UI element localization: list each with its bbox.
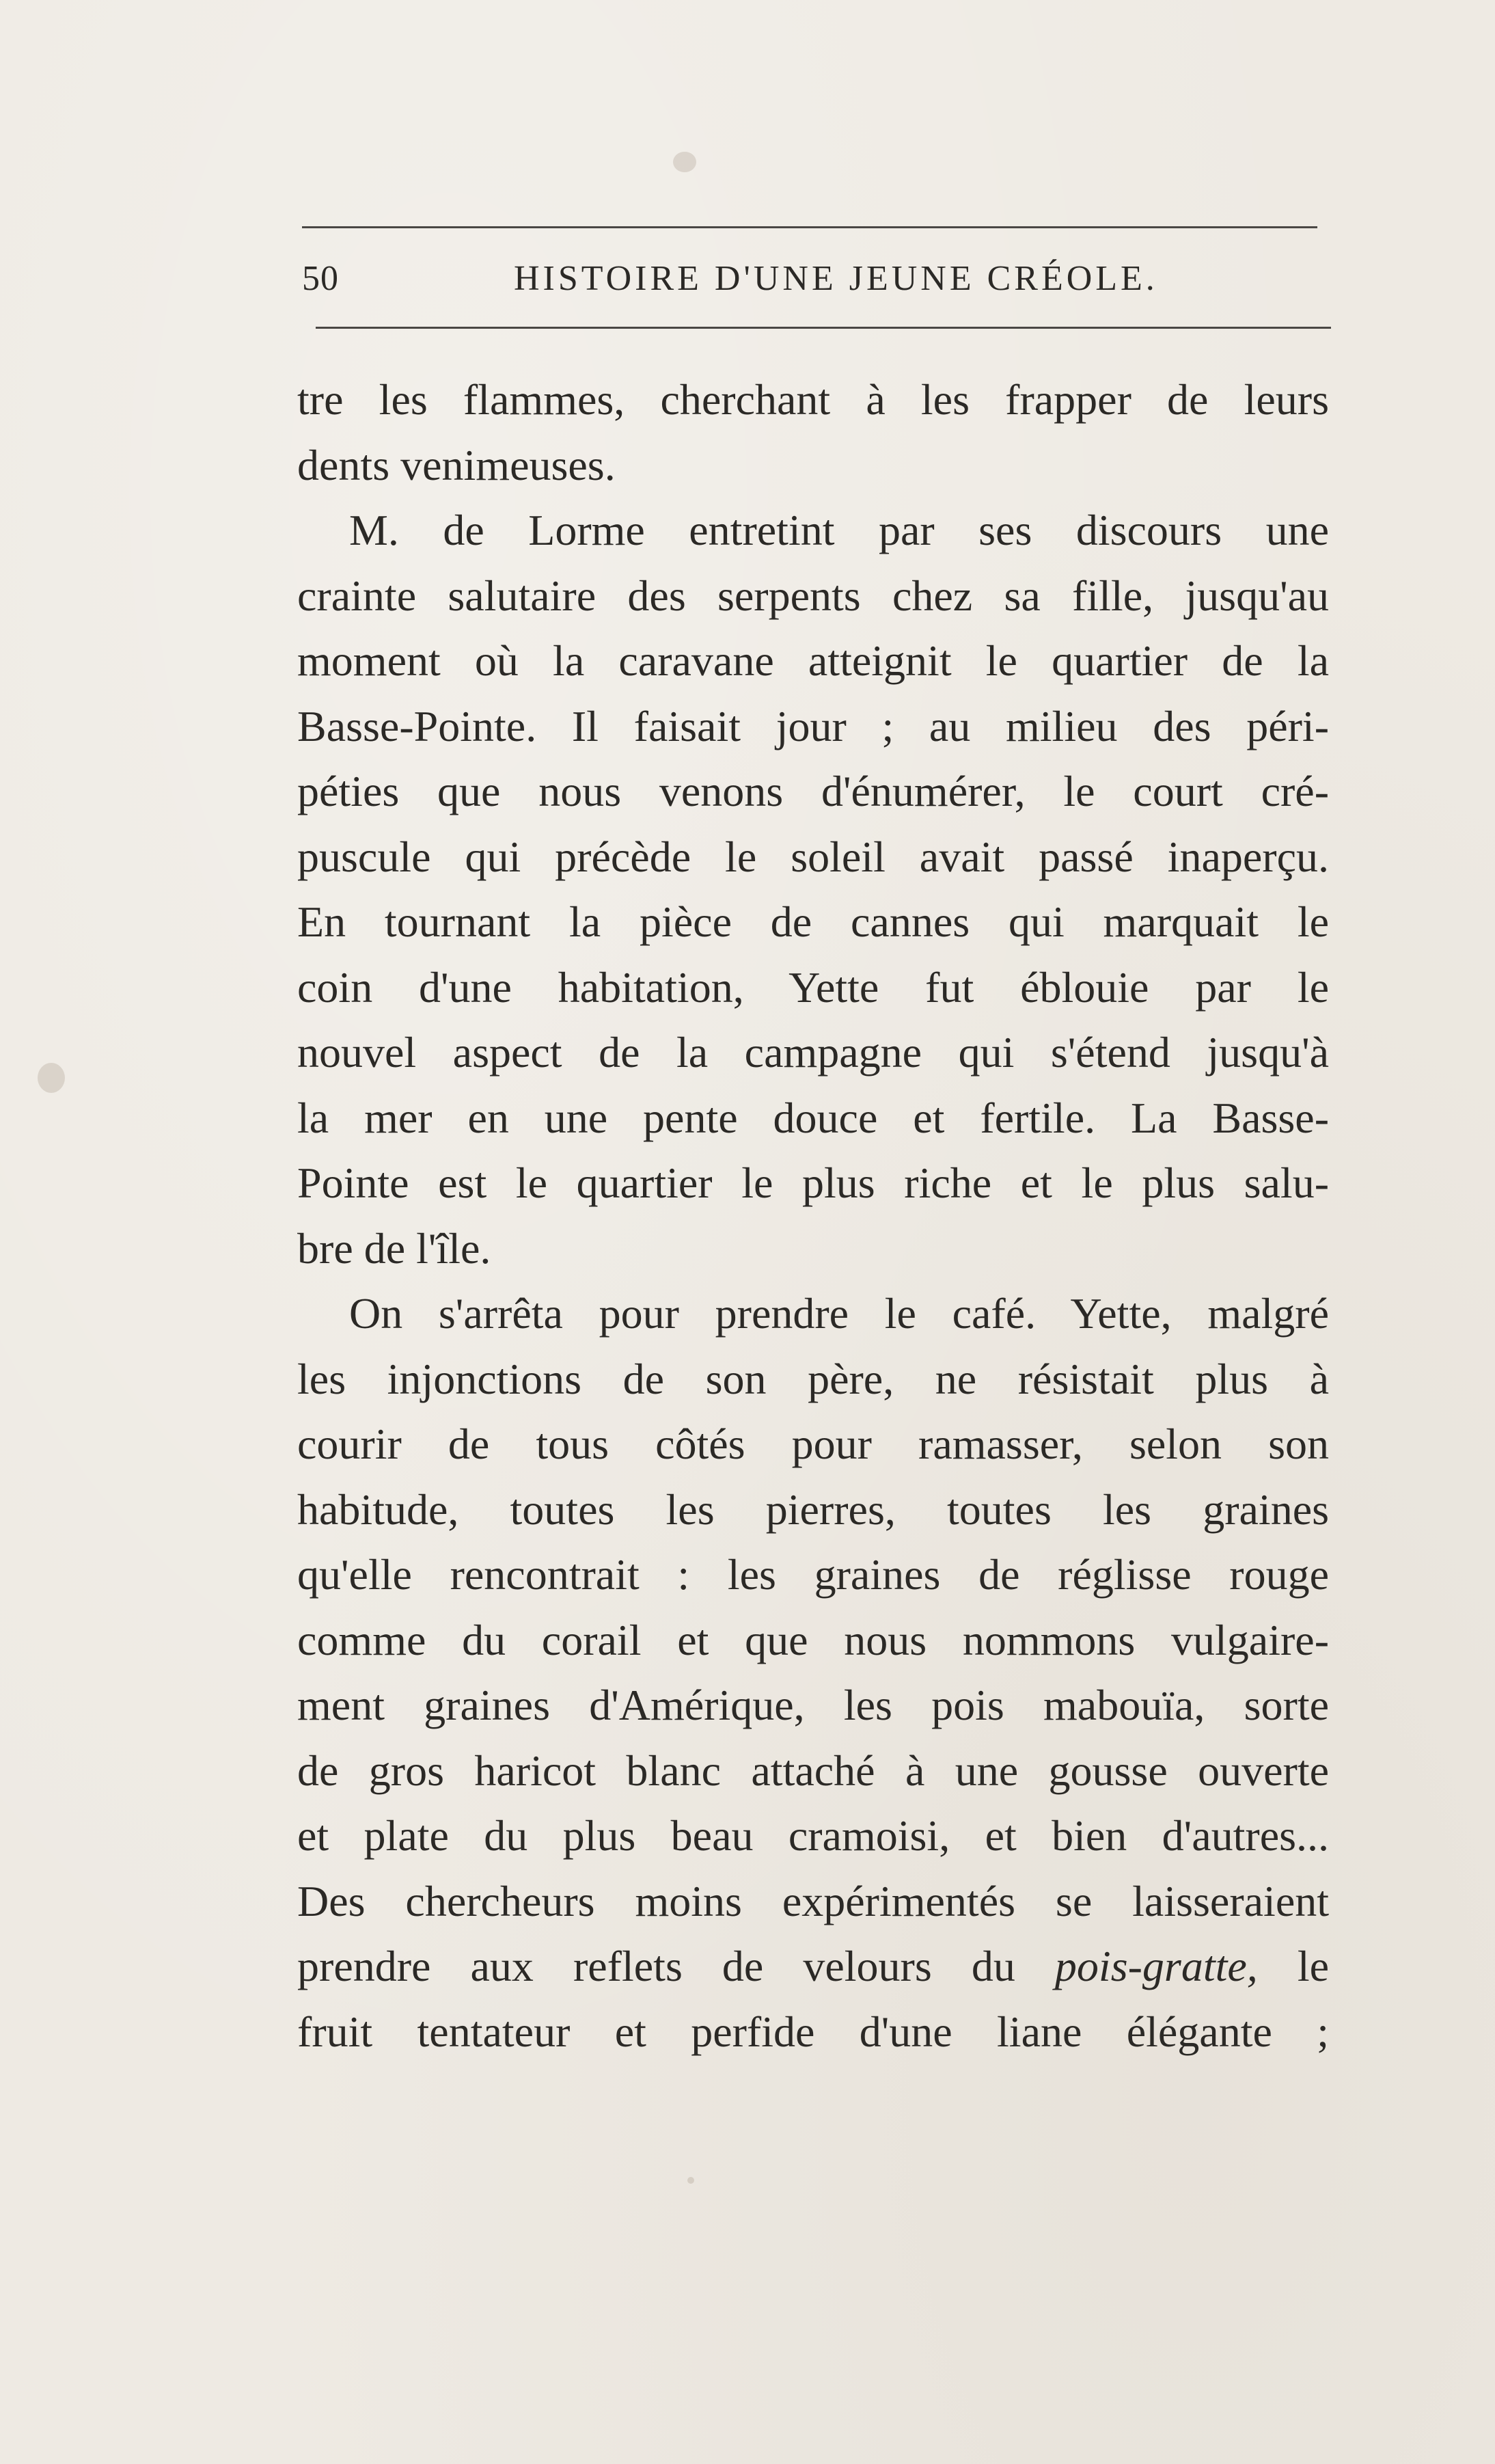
paper-stain	[687, 2177, 694, 2184]
text-line: les injonctions de son père, ne résistait plus à	[297, 1354, 1329, 1403]
text-line: ment graines d'Amérique, les pois mabouïa, sorte	[297, 1681, 1329, 1729]
text-line: On s'arrêta pour prendre le café. Yette, malgré	[349, 1289, 1329, 1338]
text-line: la mer en une pente douce et fertile. La Basse-	[297, 1093, 1329, 1142]
text-segment: prendre aux reflets de velours du	[297, 1942, 1015, 1990]
text-line	[297, 1934, 1329, 1999]
text-line: Pointe est le quartier le plus riche et le plus salu-	[297, 1159, 1329, 1207]
text-line: comme du corail et que nous nommons vulgaire-	[297, 1615, 1329, 1664]
text-line: bre de l'île.	[297, 1223, 491, 1273]
text-line: moment où la caravane atteignit le quartier de la	[297, 636, 1329, 685]
text-line: habitude, toutes les pierres, toutes les graines	[297, 1485, 1329, 1534]
text-line: de gros haricot blanc attaché à une gousse ouverte	[297, 1746, 1329, 1795]
paper-stain	[38, 1063, 65, 1093]
text-line: courir de tous côtés pour ramasser, selon son	[297, 1420, 1329, 1468]
running-header	[302, 252, 1317, 306]
text-line: fruit tentateur et perfide d'une liane élégante ;	[297, 2007, 1329, 2056]
text-line: tre les flammes, cherchant à les frapper de leurs	[297, 375, 1329, 424]
paper-stain	[673, 152, 696, 172]
text-line: Basse-Pointe. Il faisait jour ; au milieu des péri-	[297, 701, 1329, 750]
text-line: nouvel aspect de la campagne qui s'étend jusqu'à	[297, 1028, 1329, 1077]
text-line: coin d'une habitation, Yette fut éblouie par le	[297, 962, 1329, 1012]
italic-term: pois-gratte,	[1054, 1942, 1258, 1990]
text-line: péties que nous venons d'énumérer, le court cré-	[297, 767, 1329, 815]
text-line: M. de Lorme entretint par ses discours une	[349, 506, 1329, 554]
text-line: puscule qui précède le soleil avait passé inaperçu.	[297, 832, 1329, 881]
body-text	[297, 367, 1329, 2064]
text-line: qu'elle rencontrait : les graines de réglisse rouge	[297, 1550, 1329, 1599]
text-line: crainte salutaire des serpents chez sa fille, jusqu'au	[297, 571, 1329, 620]
text-line: Des chercheurs moins expérimentés se laisseraient	[297, 1876, 1329, 1925]
text-segment: le	[1297, 1942, 1330, 1990]
header-rule-bottom	[316, 327, 1331, 329]
text-line: dents venimeuses.	[297, 440, 616, 489]
text-line: En tournant la pièce de cannes qui marquait le	[297, 897, 1329, 946]
header-rule-top	[302, 226, 1317, 228]
text-line: et plate du plus beau cramoisi, et bien d'autres...	[297, 1811, 1329, 1860]
running-title: HISTOIRE D'UNE JEUNE CRÉOLE.	[514, 259, 1158, 298]
page-number: 50	[302, 259, 339, 298]
